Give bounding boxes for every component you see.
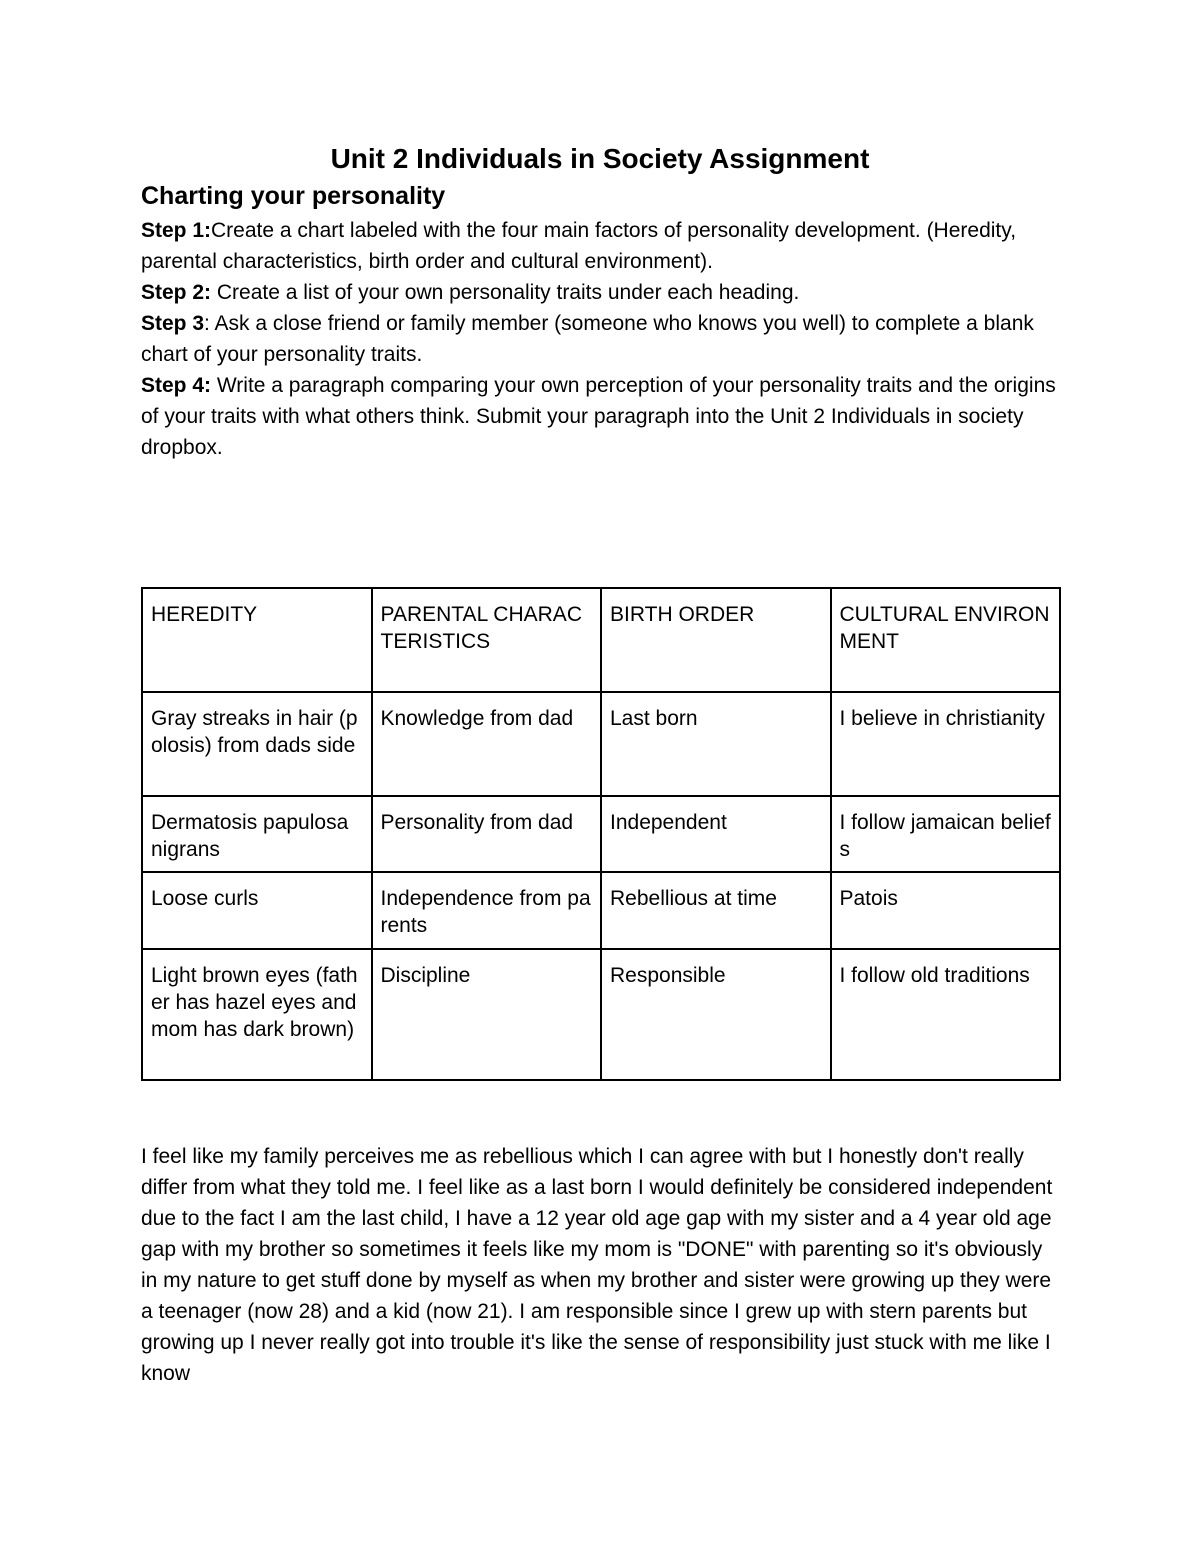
table-cell: I follow old traditions — [831, 949, 1061, 1080]
step-1 — [141, 215, 1071, 277]
step-2-text: Create a list of your own personality traits under each heading. — [211, 281, 800, 304]
table-cell: Knowledge from dad — [372, 692, 602, 796]
step-3-label: Step 3 — [141, 312, 205, 335]
step-3 — [141, 308, 1071, 370]
step-1-text: Create a chart labeled with the four main factors of personality development. (Heredity, parental characteristics, birth order and cultural environment). — [141, 219, 1017, 273]
step-4-label: Step 4: — [141, 374, 212, 397]
step-2 — [141, 277, 1071, 308]
header-cultural-environment: CULTURAL ENVIRONMENT — [831, 588, 1061, 692]
table-cell: Patois — [831, 872, 1061, 949]
table-row — [142, 872, 1060, 949]
document-title: Unit 2 Individuals in Society Assignment — [330, 143, 870, 174]
table-cell: Dermatosis papulosa nigrans — [142, 796, 372, 872]
table-cell: I follow jamaican beliefs — [831, 796, 1061, 872]
table-cell: Last born — [601, 692, 831, 796]
instructions — [141, 215, 1071, 463]
table-cell: Independent — [601, 796, 831, 872]
header-heredity: HEREDITY — [142, 588, 372, 692]
table-header-row — [142, 588, 1060, 692]
response-paragraph: I feel like my family perceives me as rebellious which I can agree with but I honestly don't really differ from what they told me. I feel like as a last born I would definitely be considered independent due to the fact I am the last child, I have a 12 year old age gap with my sister and a 4 year old age gap with my brother so sometimes it feels like my mom is "DONE" with parenting so it's obviously in my nature to get stuff done by myself as when my brother and sister were growing up they were a teenager (now 28) and a kid (now 21). I am responsible since I grew up with stern parents but growing up I never really got into trouble it's like the sense of responsibility just stuck with me like I know — [141, 1145, 1053, 1385]
table-cell: I believe in christianity — [831, 692, 1061, 796]
header-birth-order: BIRTH ORDER — [601, 588, 831, 692]
step-4-text: Write a paragraph comparing your own perception of your personality traits and the origins of your traits with what others think. Submit your paragraph into the Unit 2 Individuals in society dropbox. — [141, 374, 1056, 459]
table-row — [142, 692, 1060, 796]
table-cell: Discipline — [372, 949, 602, 1080]
table-cell: Responsible — [601, 949, 831, 1080]
step-4 — [141, 370, 1071, 463]
table-cell: Light brown eyes (father has hazel eyes and mom has dark brown) — [142, 949, 372, 1080]
personality-chart — [141, 587, 1061, 1081]
step-2-label: Step 2: — [141, 281, 212, 304]
table-row — [142, 949, 1060, 1080]
step-1-label: Step 1: — [141, 219, 212, 242]
table-cell: Gray streaks in hair (polosis) from dads side — [142, 692, 372, 796]
table-cell: Rebellious at time — [601, 872, 831, 949]
header-parental-characteristics: PARENTAL CHARACTERISTICS — [372, 588, 602, 692]
table-cell: Independence from parents — [372, 872, 602, 949]
step-3-text: : Ask a close friend or family member (someone who knows you well) to complete a blank chart of your personality traits. — [141, 312, 1034, 366]
table-cell: Loose curls — [142, 872, 372, 949]
section-heading: Charting your personality — [141, 182, 446, 210]
table-cell: Personality from dad — [372, 796, 602, 872]
table-row — [142, 796, 1060, 872]
